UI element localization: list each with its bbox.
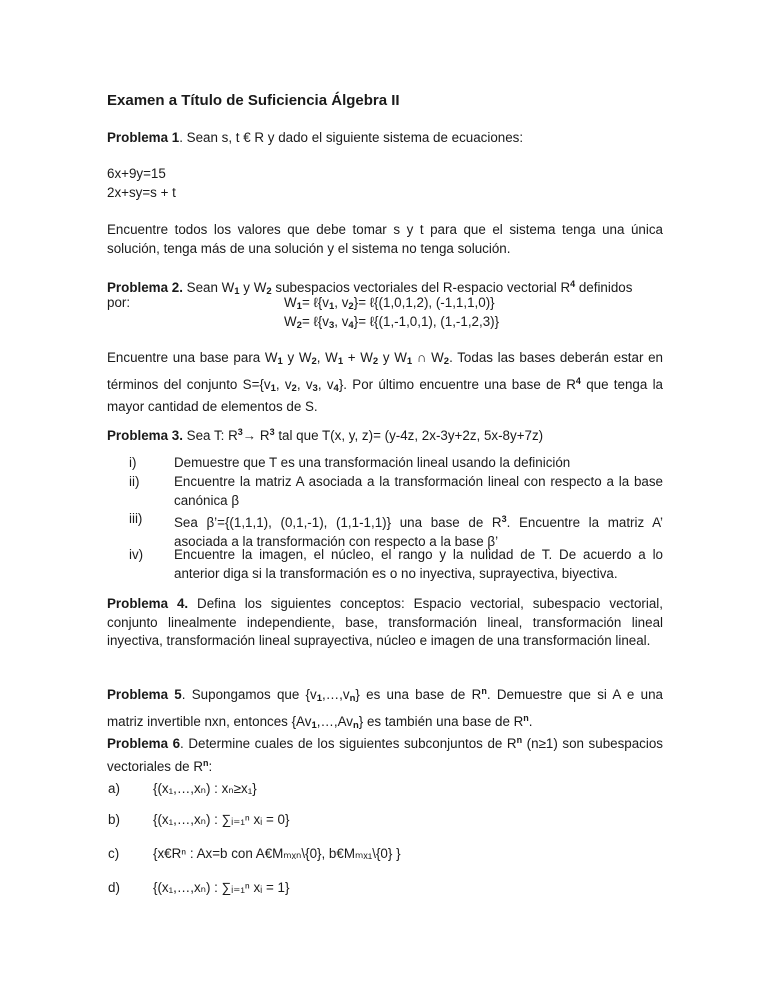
w2-definition: $W_2=$ $\ell\{v_3$, $v_4\}=$ ℓ{(1,-1,0,1), (1,-1,2,3)}: [284, 314, 500, 331]
problem-2-intro: Problema 2. Sean $W_1$ y $W_2$ subespacios vectoriales del R-espacio vectorial $R^4$ definidos: [107, 279, 633, 297]
problem-4-label: Problema 4.: [107, 596, 189, 611]
equation-1: 6x+9y=15: [107, 166, 166, 181]
problem-3-item-ii: ii) Encuentre la matriz A asociada a la transformación lineal con respecto a la base canónica β: [129, 474, 663, 508]
problem-1-label: Problema 1: [107, 130, 180, 145]
problem-6-option-d: d) {(x₁,…,xₙ) : ∑ᵢ₌₁ⁿ xᵢ = 1}: [108, 880, 290, 895]
problem-3-intro: Problema 3. Sea T: $R^3\to R^3$ tal que T(x, y, z)= (y-4z, 2x-3y+2z, 5x-8y+7z): [107, 427, 544, 443]
problem-1-task: Encuentre todos los valores que debe tomar s y t para que el sistema tenga una única solución, tenga más de una solución y el sistema no tenga solución.: [107, 222, 663, 256]
problem-6-intro: Problema 6. Determine cuales de los siguientes subconjuntos de $R^n$ (n≥1) son subespacios vectoriales de $R^n$:: [107, 735, 663, 774]
exam-title: Examen a Título de Suficiencia Álgebra II: [107, 92, 400, 109]
problem-6-option-a: a) {(x₁,…,xₙ) : xₙ≥x₁}: [108, 781, 257, 796]
problem-3-item-iv: iv) Encuentre la imagen, el núcleo, el rango y la nulidad de T. De acuerdo a lo anterior diga si la transformación es o no inyectiva, suprayectiva, biyectiva.: [129, 547, 663, 581]
problem-3-item-i: i) Demuestre que T es una transformación lineal usando la definición: [129, 455, 571, 470]
problem-2-label: Problema 2.: [107, 280, 183, 295]
problem-1-intro: Problema 1. Sean s, t € R y dado el siguiente sistema de ecuaciones:: [107, 130, 524, 145]
problem-3-label: Problema 3.: [107, 428, 183, 443]
problem-6-option-b: b) {(x₁,…,xₙ) : ∑ᵢ₌₁ⁿ xᵢ = 0}: [108, 812, 290, 827]
w1-definition: $W_1=$ $\ell\{v_1$, $v_2\}=$ ℓ{(1,0,1,2), (-1,1,1,0)}: [284, 295, 495, 312]
problem-4: Problema 4. Defina los siguientes conceptos: Espacio vectorial, subespacio vectorial, conjunto linealmente independiente, base, transformación lineal, transformación lineal inyectiva, transformación lineal suprayectiva, núcleo e imagen de una transformación lineal.: [107, 596, 663, 649]
problem-3-item-iii: iii) Sea β’={(1,1,1), (0,1,-1), (1,1-1,1)} una base de $R^3$. Encuentre la matriz A’ asociada a la transformación con respecto a la base β’: [129, 511, 663, 549]
problem-5-label: Problema 5: [107, 687, 182, 702]
problem-2-por: por:: [107, 295, 131, 310]
problem-6-label: Problema 6: [107, 736, 181, 751]
equation-2: 2x+sy=s + t: [107, 185, 176, 200]
problem-5: Problema 5. Supongamos que $\{v_1,\dots,v_n\}$ es una base de $R^n$. Demuestre que si A e una matriz invertible nxn, entonces $\{Av_1,\dots,Av_n\}$ es también una base de $R^n$.: [107, 686, 663, 731]
problem-2-task: Encuentre una base para $W_1$ y $W_2$, $W_1 + W_2$ y $W_1$ ∩ $W_2$. Todas las bases deberán estar en términos del conjunto $S=\{v_1$, $v_2$, $v_3$, $v_4$}. Por último encuentre una base de $R^4$ que tenga la mayor cantidad de elementos de S.: [107, 350, 664, 415]
problem-6-option-c: c) {x€Rⁿ : Ax=b con A€Mₘₓₙ\{0}, b€Mₘₓ₁\{0} }: [108, 846, 401, 861]
